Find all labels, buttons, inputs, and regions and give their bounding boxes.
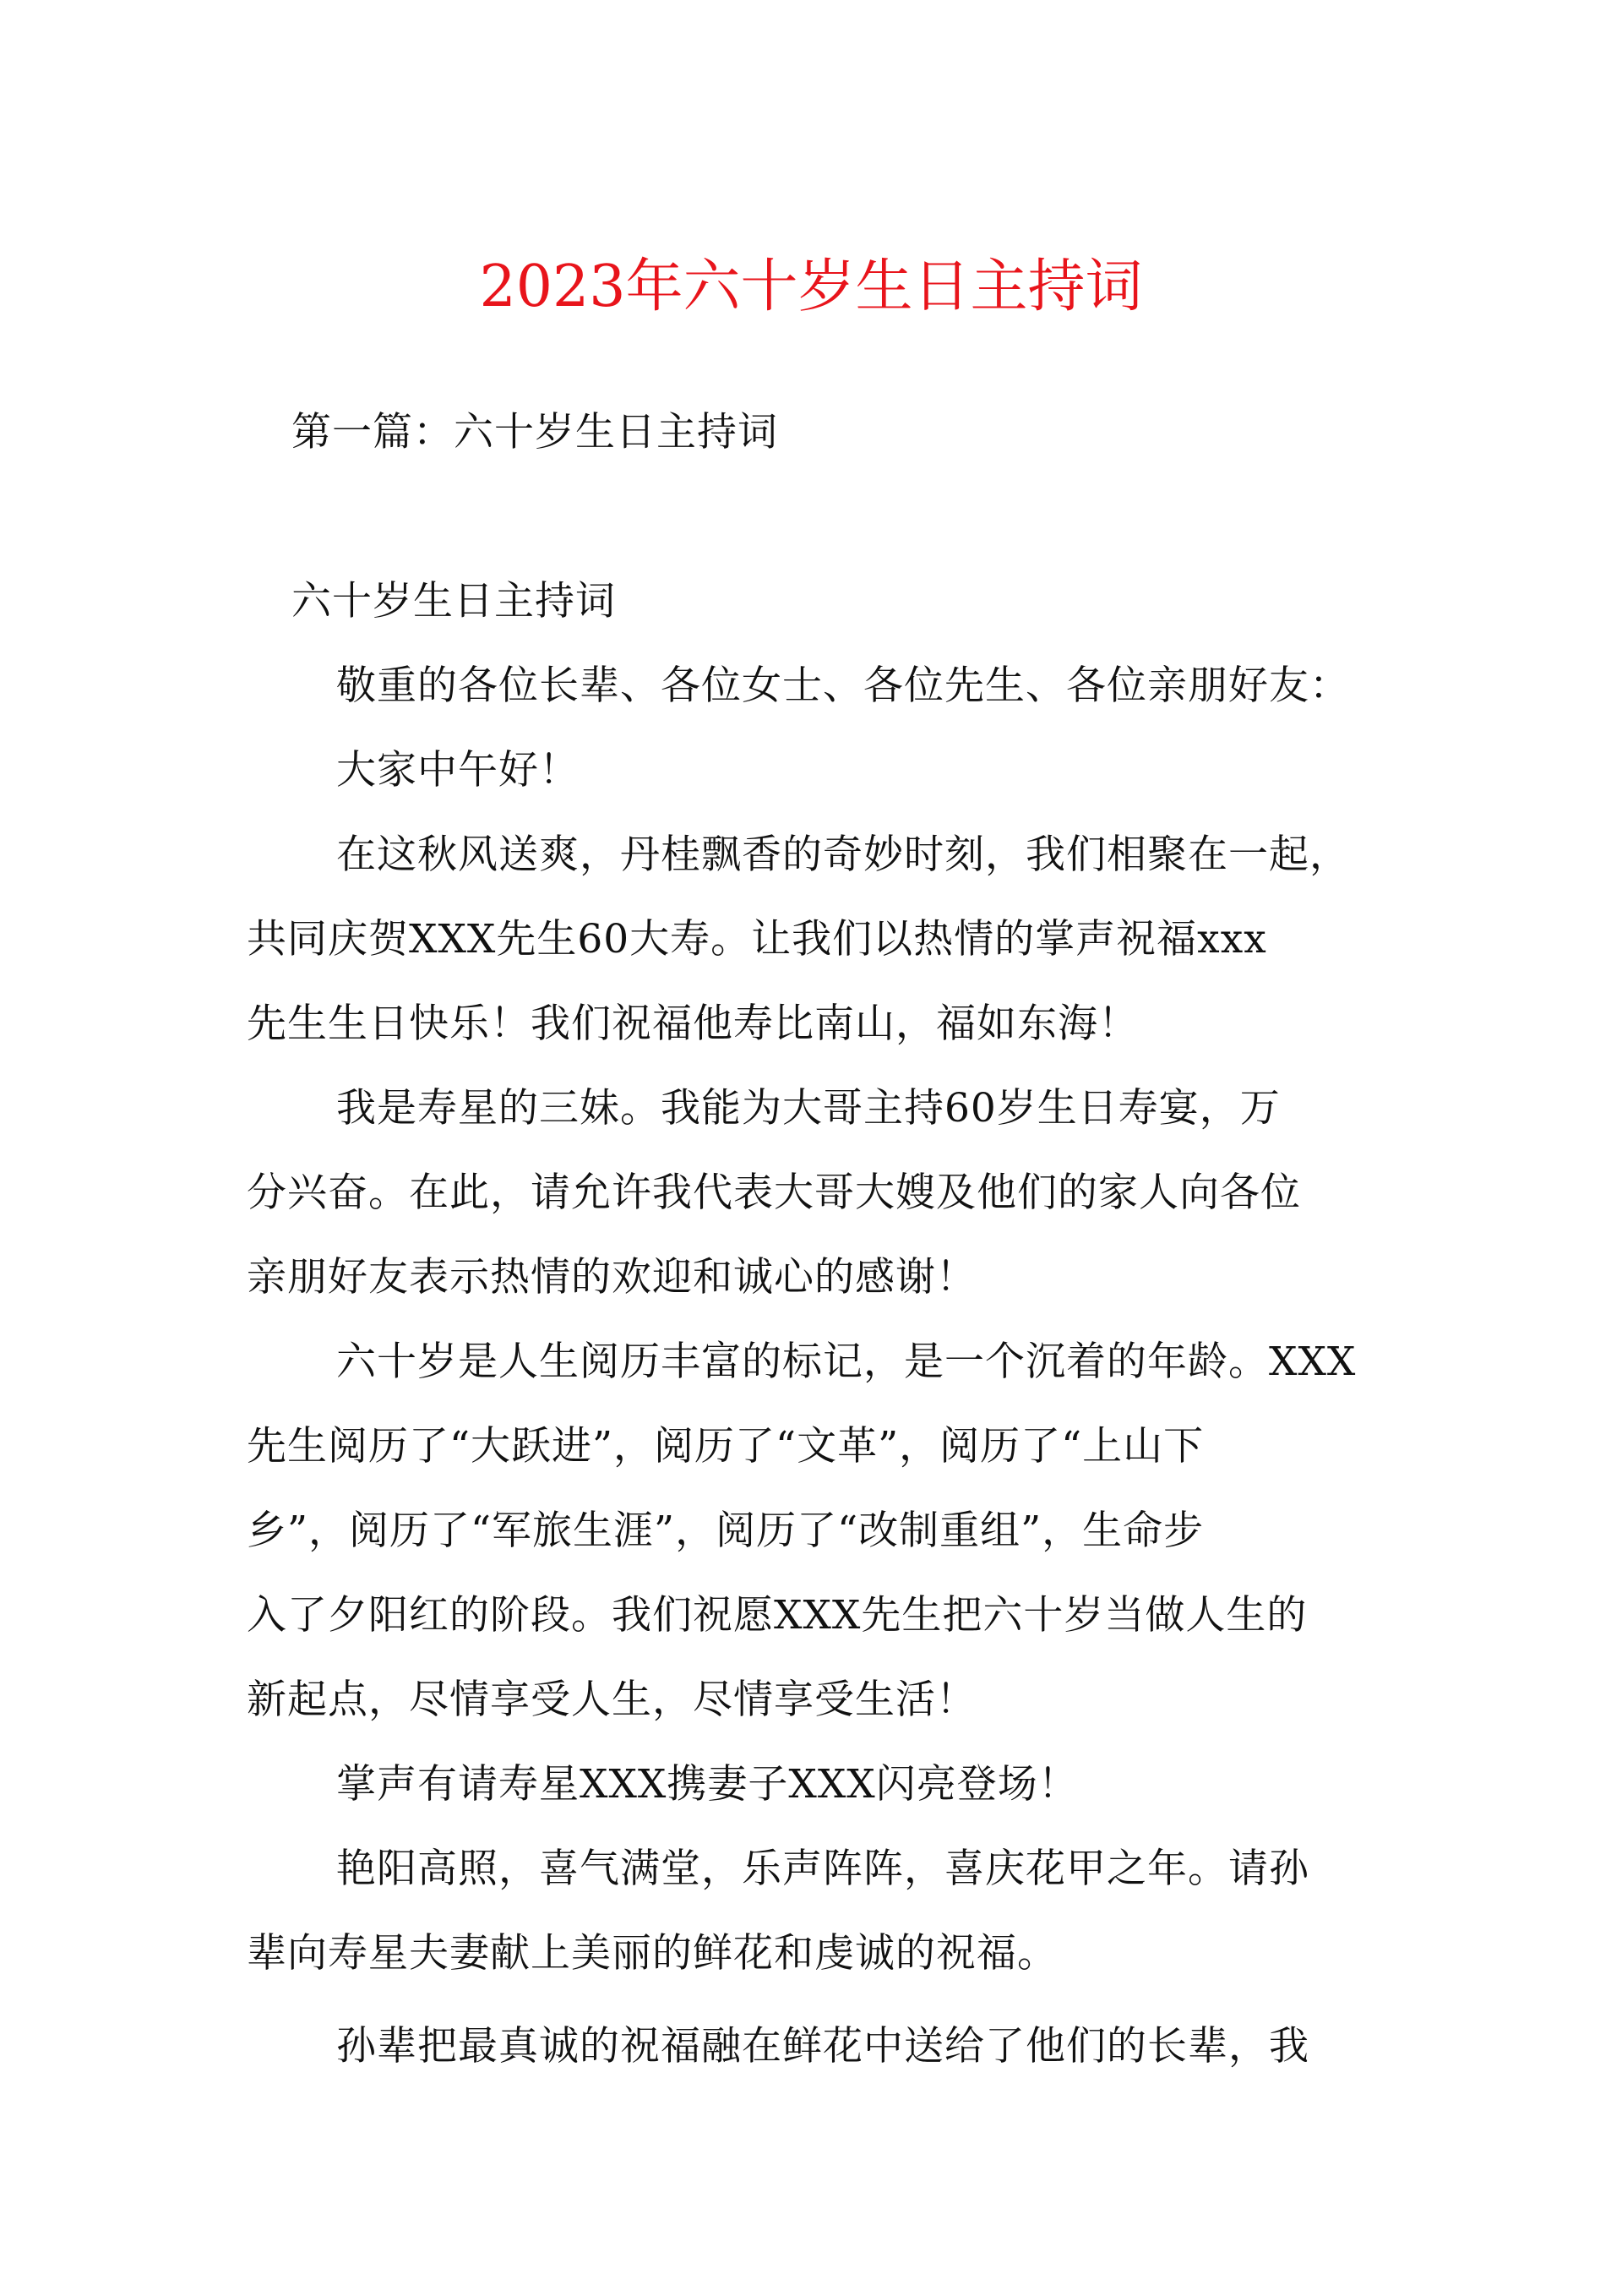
paragraph-line: 我是寿星的三妹。我能为大哥主持60岁生日寿宴，万 xyxy=(336,1085,1281,1132)
paragraph-line: 新起点，尽情享受人生，尽情享受生活！ xyxy=(247,1677,977,1723)
paragraph-line: 先生生日快乐！我们祝福他寿比南山，福如东海！ xyxy=(247,1001,1139,1047)
paragraph-line: 大家中午好！ xyxy=(336,747,580,794)
sub-heading: 六十岁生日主持词 xyxy=(291,578,616,624)
paragraph-line: 辈向寿星夫妻献上美丽的鲜花和虔诚的祝福。 xyxy=(247,1930,1058,1977)
paragraph-line: 孙辈把最真诚的祝福融在鲜花中送给了他们的长辈，我 xyxy=(336,2023,1309,2070)
paragraph-line: 先生阅历了“大跃进”，阅历了“文革”，阅历了“上山下 xyxy=(247,1423,1205,1470)
paragraph-line: 艳阳高照，喜气满堂，乐声阵阵，喜庆花甲之年。请孙 xyxy=(336,1846,1309,1892)
paragraph-line: 分兴奋。在此，请允许我代表大哥大嫂及他们的家人向各位 xyxy=(247,1170,1301,1216)
paragraph-line: 在这秋风送爽，丹桂飘香的奇妙时刻，我们相聚在一起， xyxy=(336,832,1350,878)
document-title: 2023年六十岁生日主持词 xyxy=(479,254,1143,320)
paragraph-line: 共同庆贺XXX先生60大寿。让我们以热情的掌声祝福xxx xyxy=(247,916,1267,963)
paragraph-line: 亲朋好友表示热情的欢迎和诚心的感谢！ xyxy=(247,1254,977,1301)
paragraph-line: 掌声有请寿星XXX携妻子XXX闪亮登场！ xyxy=(336,1761,1079,1808)
paragraph-line: 入了夕阳红的阶段。我们祝愿XXX先生把六十岁当做人生的 xyxy=(247,1592,1308,1639)
section-heading: 第一篇：六十岁生日主持词 xyxy=(291,409,778,455)
paragraph-line: 敬重的各位长辈、各位女士、各位先生、各位亲朋好友： xyxy=(336,663,1350,709)
paragraph-line: 六十岁是人生阅历丰富的标记，是一个沉着的年龄。XXX xyxy=(336,1339,1357,1385)
paragraph-line: 乡”，阅历了“军旅生涯”，阅历了“改制重组”，生命步 xyxy=(247,1508,1205,1554)
